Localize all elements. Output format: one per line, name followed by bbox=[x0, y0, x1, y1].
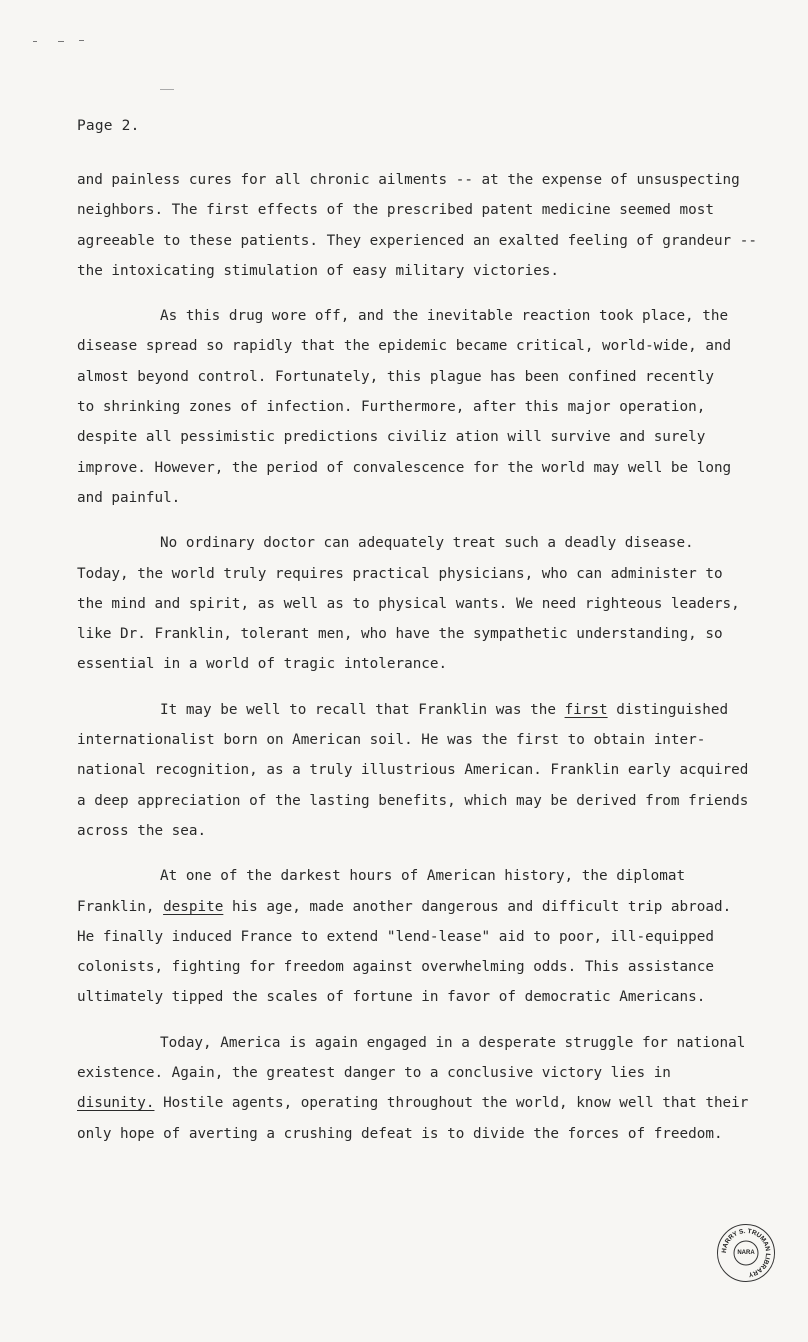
text-line: only hope of averting a crushing defeat is to divide the forces of freedom. bbox=[77, 1125, 723, 1142]
letter-body bbox=[77, 165, 757, 1164]
scan-speck bbox=[58, 41, 64, 42]
paragraph bbox=[77, 528, 740, 679]
text-segment: distinguished bbox=[607, 701, 729, 718]
text-line bbox=[77, 892, 737, 922]
text-segment: Franklin, bbox=[77, 898, 164, 915]
text-line: to shrinking zones of infection. Furthermore, after this major operation, bbox=[77, 399, 706, 416]
text-line: the intoxicating stimulation of easy military victories. bbox=[77, 262, 560, 279]
text-line: neighbors. The first effects of the prescribed patent medicine seemed most bbox=[77, 202, 714, 219]
scan-speck bbox=[79, 40, 84, 41]
text-line: like Dr. Franklin, tolerant men, who have the sympathetic understanding, so bbox=[77, 626, 723, 643]
underlined-word: first bbox=[564, 701, 608, 718]
text-line: existence. Again, the greatest danger to a conclusive victory lies in bbox=[77, 1065, 671, 1082]
text-line: and painless cures for all chronic ailments -- at the expense of unsuspecting bbox=[77, 172, 740, 188]
text-line: Today, the world truly requires practical physicians, who can administer to bbox=[77, 565, 723, 582]
text-line: the mind and spirit, as well as to physical wants. We need righteous leaders, bbox=[77, 595, 740, 612]
text-line: ultimately tipped the scales of fortune in favor of democratic Americans. bbox=[77, 989, 706, 1006]
underlined-word: despite bbox=[163, 898, 224, 915]
text-line: essential in a world of tragic intolerance. bbox=[77, 656, 448, 673]
paragraph bbox=[77, 861, 737, 1012]
paragraph bbox=[77, 301, 737, 513]
text-line: As this drug wore off, and the inevitable reaction took place, the bbox=[160, 308, 729, 325]
text-line: He finally induced France to extend "lend-lease" aid to poor, ill-equipped bbox=[77, 928, 714, 945]
stamp-center-text: NARA bbox=[737, 1250, 755, 1256]
text-line: At one of the darkest hours of American history, the diplomat bbox=[160, 868, 686, 885]
text-line bbox=[77, 1088, 749, 1118]
text-segment: his age, made another dangerous and difficult trip abroad. bbox=[223, 898, 732, 915]
text-line: internationalist born on American soil. He was the first to obtain inter- bbox=[77, 732, 706, 749]
text-line: despite all pessimistic predictions civiliz ation will survive and surely bbox=[77, 429, 706, 446]
text-line: agreeable to these patients. They experienced an exalted feeling of grandeur -- bbox=[77, 232, 757, 249]
library-stamp bbox=[717, 1224, 775, 1282]
scan-speck bbox=[33, 41, 37, 42]
paragraph bbox=[77, 695, 749, 846]
paragraph bbox=[77, 1028, 749, 1149]
text-line: across the sea. bbox=[77, 822, 207, 839]
stamp-ring-text: HARRY S. TRUMAN LIBRARY bbox=[720, 1227, 772, 1278]
page-number: Page 2. bbox=[77, 118, 140, 134]
text-line: and painful. bbox=[77, 489, 181, 506]
scan-speck bbox=[160, 89, 174, 90]
text-segment: Hostile agents, operating throughout the world, know well that their bbox=[154, 1095, 749, 1112]
text-line: No ordinary doctor can adequately treat such a deadly disease. bbox=[160, 535, 694, 552]
text-line: national recognition, as a truly illustrious American. Franklin early acquired bbox=[77, 762, 749, 779]
text-line: disease spread so rapidly that the epidemic became critical, world-wide, and bbox=[77, 338, 732, 355]
text-line bbox=[77, 695, 737, 725]
text-segment: It may be well to recall that Franklin was the bbox=[160, 701, 565, 718]
text-line: colonists, fighting for freedom against overwhelming odds. This assistance bbox=[77, 959, 714, 976]
underlined-word: disunity. bbox=[77, 1095, 155, 1112]
paragraph bbox=[77, 165, 757, 286]
text-line: almost beyond control. Fortunately, this plague has been confined recently bbox=[77, 368, 714, 385]
text-line: improve. However, the period of convalescence for the world may well be long bbox=[77, 459, 732, 476]
text-line: Today, America is again engaged in a desperate struggle for national bbox=[160, 1034, 746, 1051]
text-line: a deep appreciation of the lasting benefits, which may be derived from friends bbox=[77, 792, 749, 809]
